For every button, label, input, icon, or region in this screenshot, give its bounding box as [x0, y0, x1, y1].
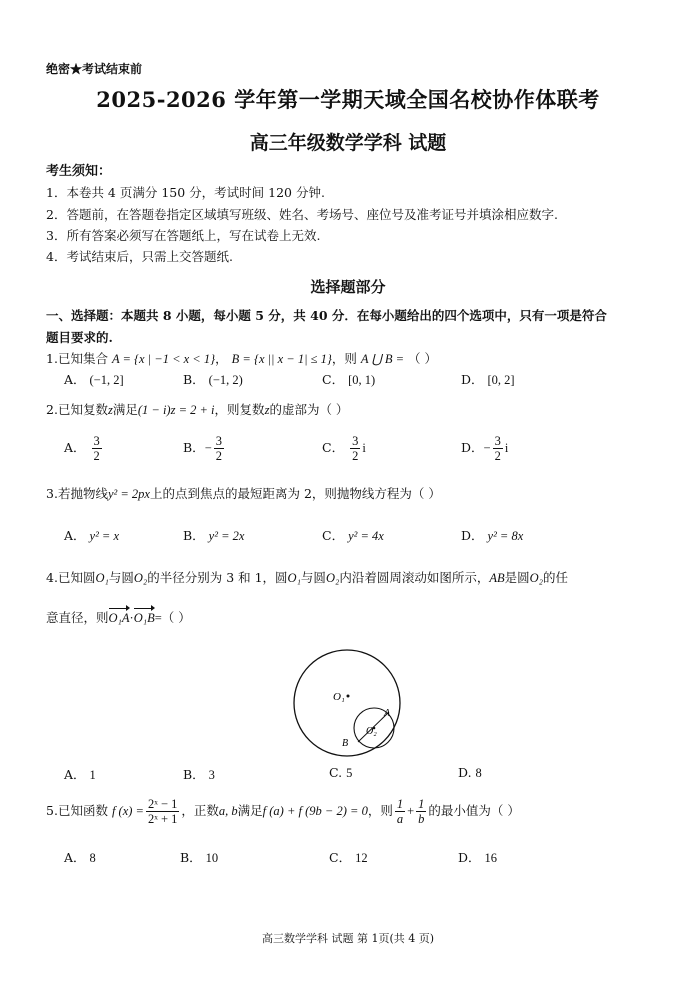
question-3: 3.若抛物线y² = 2px上的点到焦点的最短距离为 2，则抛物线方程为（ ）: [46, 486, 441, 501]
q3-option-d: D． y² = 8x: [461, 528, 524, 543]
center-o1-dot: [347, 695, 350, 698]
vector-o1b: O₁B: [133, 611, 155, 625]
question-4-line2: 意直径，则O₁A·O₁B=（ ）: [46, 610, 191, 625]
q2-option-a: A． $\frac{3}{2}$: [64, 434, 100, 463]
question-2: 2.已知复数z满足(1 − i)z = 2 + i，则复数z的虚部为（ ）: [46, 402, 349, 417]
q1-option-c: C． [0, 1): [322, 372, 376, 387]
condition-expr: f (a) + f (9b − 2) = 0: [262, 804, 368, 818]
vector-o1a: O₁A: [108, 611, 130, 625]
parabola-equation: y² = 2px: [107, 487, 150, 501]
q2-option-b: B．− $\frac{3}{2}$: [183, 434, 222, 463]
q3-option-a: A． y² = x: [64, 528, 120, 543]
label-a: A: [384, 708, 391, 719]
q1-option-b: B． (−1, 2): [183, 372, 243, 387]
question-1: 1.已知集合 A = {x | −1 < x < 1}， B = {x || x − 1| ≤ 1}，则 A ⋃ B = （ ）: [46, 351, 437, 366]
q5-option-d: D． 16: [458, 850, 498, 865]
label-b: B: [342, 738, 349, 749]
notice-item-1: 1．本卷共 4 页满分 150 分，考试时间 120 分钟.: [46, 185, 325, 200]
section-intro-line1: 一、选择题：本题共 8 小题，每小题 5 分，共 40 分．在每小题给出的四个选项中，只有一项是符合: [46, 308, 607, 323]
exam-subtitle: 高三年级数学学科 试题: [249, 132, 447, 154]
set-b: B = {x || x − 1| ≤ 1}: [231, 352, 332, 366]
q4-option-d: D. 8: [458, 765, 482, 780]
exam-title: 2025-2026 学年第一学期天域全国名校协作体联考: [96, 87, 600, 112]
q5-option-b: B． 10: [180, 850, 219, 865]
q5-option-a: A． 8: [64, 850, 96, 865]
q4-option-b: B． 3: [183, 767, 215, 782]
page-footer: 高三数学学科 试题 第 1页(共 4 页): [261, 932, 435, 945]
label-o1: O₁: [333, 691, 345, 703]
q4-option-c: C. 5: [329, 765, 353, 780]
q2-option-d: D．− $\frac{3}{2}$ i: [461, 434, 509, 463]
function-f: f (x) =: [111, 804, 144, 818]
function-fraction: $\frac{\text{2ˣ − 1}}{\text{2ˣ + 1}}$: [147, 797, 178, 826]
label-o2: O₂: [366, 726, 377, 737]
notice-item-3: 3．所有答案必须写在答题纸上，写在试卷上无效.: [46, 228, 321, 243]
complex-equation: (1 − i)z = 2 + i: [137, 403, 215, 417]
circles-figure: [292, 648, 402, 758]
section-intro-line2: 题目要求的.: [46, 330, 113, 345]
q3-option-b: B． y² = 2x: [183, 528, 245, 543]
q2-option-c: C． $\frac{3}{2}$ i: [322, 434, 366, 463]
set-a: A = {x | −1 < x < 1}: [111, 352, 216, 366]
q3-option-c: C． y² = 4x: [322, 528, 384, 543]
q5-option-c: C． 12: [329, 850, 368, 865]
notice-item-2: 2．答题前，在答题卷指定区域填写班级、姓名、考场号、座位号及准考证号并填涂相应数字.: [46, 207, 558, 222]
confidential-label: 绝密★考试结束前: [46, 62, 143, 76]
question-5: 5.已知函数 f (x) = $\frac{\text{2ˣ − 1}}{\text{2ˣ + 1}}$ ，正数a, b满足f (a) + f (9b − 2) = 0，则 $\frac{1}{a}$ + $\frac{1}{b}$ 的最小值为（ ）: [46, 797, 520, 826]
union-expr: A ⋃ B =: [360, 352, 405, 366]
notice-item-4: 4．考试结束后，只需上交答题纸.: [46, 249, 233, 264]
notice-heading: 考生须知：: [46, 164, 112, 179]
q1-option-d: D． [0, 2]: [461, 372, 515, 387]
question-4-line1: 4.已知圆O₁与圆O₂的半径分别为 3 和 1，圆O₁与圆O₂内沿着圆周滚动如图所示，AB是圆O₂的任: [46, 570, 569, 585]
section-title: 选择题部分: [310, 278, 386, 296]
q4-option-a: A． 1: [64, 767, 96, 782]
q1-option-a: A． (−1, 2]: [64, 372, 124, 387]
